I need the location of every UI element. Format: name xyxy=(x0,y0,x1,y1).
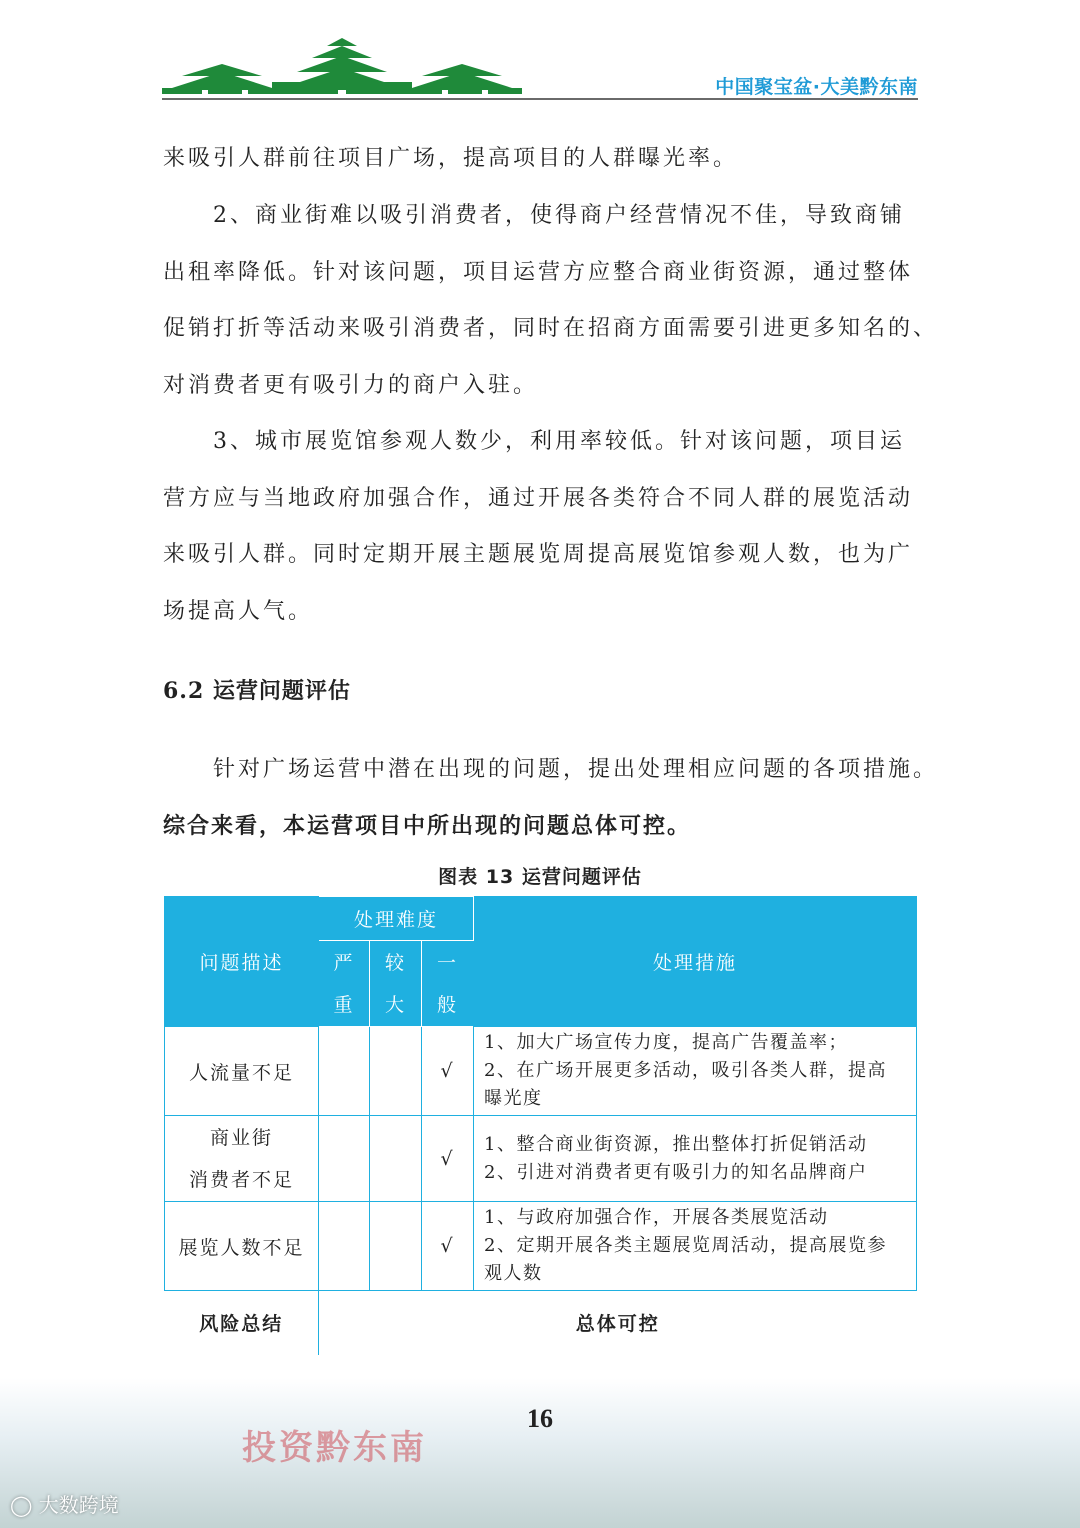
table-caption: 图表 13 运营问题评估 xyxy=(438,866,642,888)
mark-normal: √ xyxy=(422,1027,474,1116)
paragraph-line: 对消费者更有吸引力的商户入驻。 xyxy=(163,372,539,398)
chat-bubble-icon: ◯ xyxy=(10,1493,33,1517)
drum-tower-logo-icon xyxy=(162,36,522,98)
table-row xyxy=(165,1027,917,1116)
problem-assessment-table xyxy=(164,896,917,1355)
header-difficulty: 处理难度 xyxy=(319,897,474,941)
paragraph-line: 3、城市展览馆参观人数少，利用率较低。针对该问题，项目运 xyxy=(163,429,905,454)
header-level-severe: 严 重 xyxy=(319,941,370,1027)
measures-cell: 1、与政府加强合作，开展各类展览活动 2、定期开展各类主题展览周活动，提高展览参观人数 xyxy=(474,1202,917,1291)
paragraph-line: 来吸引人群。同时定期开展主题展览周提高展览馆参观人数，也为广 xyxy=(163,542,914,567)
mark-major xyxy=(370,1116,422,1202)
summary-label: 风险总结 xyxy=(165,1291,319,1355)
header-problem: 问题描述 xyxy=(165,897,319,1027)
table-row xyxy=(165,1116,917,1202)
summary-value: 总体可控 xyxy=(575,1313,660,1336)
problem-cell: 人流量不足 xyxy=(165,1027,319,1116)
problem-cell: 商业街 消费者不足 xyxy=(165,1116,319,1202)
header-measures: 处理措施 xyxy=(474,897,917,1027)
paragraph-3 xyxy=(163,414,923,640)
page-header xyxy=(162,36,918,100)
paragraph-line: 场提高人气。 xyxy=(163,598,314,624)
page-number: 16 xyxy=(527,1404,553,1433)
mark-severe xyxy=(319,1202,370,1291)
paragraph-line: 出租率降低。针对该问题，项目运营方应整合商业街资源，通过整体 xyxy=(163,259,914,285)
paragraph-2 xyxy=(163,188,939,414)
footer-landscape xyxy=(0,1378,1080,1528)
paragraph-line: 促销打折等活动来吸引消费者，同时在招商方面需要引进更多知名的、 xyxy=(163,316,939,341)
paragraph-1 xyxy=(163,131,923,188)
footer-watermark xyxy=(10,1489,119,1518)
paragraph-line: 营方应与当地政府加强合作，通过开展各类符合不同人群的展览活动 xyxy=(163,485,914,511)
summary-row xyxy=(165,1291,917,1355)
section-intro xyxy=(163,742,939,855)
table-row xyxy=(165,1202,917,1291)
mark-normal: √ xyxy=(422,1202,474,1291)
measures-cell: 1、整合商业街资源，推出整体打折促销活动 2、引进对消费者更有吸引力的知名品牌商户 xyxy=(474,1116,917,1202)
mark-normal: √ xyxy=(422,1116,474,1202)
mark-major xyxy=(370,1202,422,1291)
mark-severe xyxy=(319,1116,370,1202)
watermark-text: 大数跨境 xyxy=(38,1493,119,1517)
paragraph-line: 来吸引人群前往项目广场，提高项目的人群曝光率。 xyxy=(163,146,739,171)
section-heading: 6.2 运营问题评估 xyxy=(163,678,351,704)
paragraph-line: 2、商业街难以吸引消费者，使得商户经营情况不佳，导致商铺 xyxy=(163,203,905,228)
conclusion-line: 综合来看，本运营项目中所出现的问题总体可控。 xyxy=(163,813,692,839)
header-divider xyxy=(162,98,918,100)
header-level-major: 较 大 xyxy=(370,941,422,1027)
problem-cell: 展览人数不足 xyxy=(165,1202,319,1291)
intro-line: 针对广场运营中潜在出现的问题，提出处理相应问题的各项措施。 xyxy=(163,757,939,782)
header-slogan: 中国聚宝盆·大美黔东南 xyxy=(715,76,918,98)
header-level-normal: 一 般 xyxy=(422,941,474,1027)
footer-brand: 投资黔东南 xyxy=(242,1428,427,1468)
mark-severe xyxy=(319,1027,370,1116)
mark-major xyxy=(370,1027,422,1116)
measures-cell: 1、加大广场宣传力度，提高广告覆盖率； 2、在广场开展更多活动，吸引各类人群，提高曝光度 xyxy=(474,1027,917,1116)
